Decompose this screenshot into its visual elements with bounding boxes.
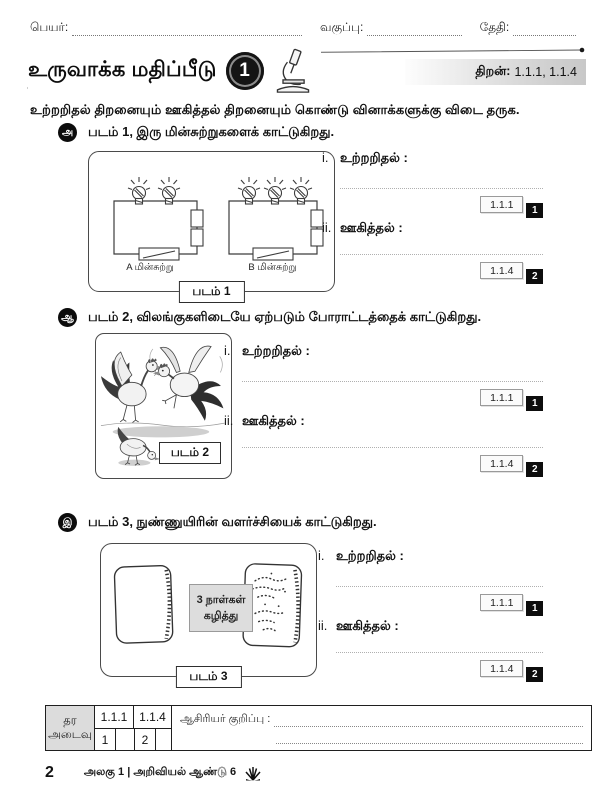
badge-mark: 2 xyxy=(526,667,543,682)
publisher-logo-icon xyxy=(244,766,262,781)
answer-line-q3-i[interactable] xyxy=(336,586,543,587)
skill-badge-1.1.4 xyxy=(480,660,543,682)
score-entry-2[interactable] xyxy=(156,729,171,750)
name-label: பெயர்: xyxy=(30,20,69,34)
skill-badge-1.1.1 xyxy=(480,389,543,411)
assessment-number-badge: 1 xyxy=(226,52,264,90)
page-footer xyxy=(45,764,262,782)
skill-values: 1.1.1, 1.1.4 xyxy=(514,65,577,79)
question-2-text: படம் 2, விலங்குகளிடையே ஏற்படும் போராட்டத்தைக் காட்டுகிறது. xyxy=(88,309,482,324)
score-col-1.1.1: 1.1.1 xyxy=(95,706,134,728)
question-1-marker: அ xyxy=(58,123,77,142)
roman-ii: ii. xyxy=(318,618,328,633)
figure-bread-mold xyxy=(100,543,317,683)
badge-mark: 2 xyxy=(526,462,543,477)
figure-3-label: படம் 3 xyxy=(175,666,241,688)
teacher-notes-label: ஆசிரியர் குறிப்பு : xyxy=(180,713,271,725)
elapsed-days-line1: 3 நாள்கள் xyxy=(196,593,246,606)
page-number: 2 xyxy=(45,764,54,781)
microscope-icon xyxy=(273,48,313,94)
badge-mark: 1 xyxy=(526,203,543,218)
figure-circuit-diagram xyxy=(88,151,335,298)
class-label: வகுப்பு: xyxy=(320,20,364,34)
answer-line-q2-ii[interactable] xyxy=(242,447,543,448)
skill-badge-1.1.4 xyxy=(480,455,543,477)
answer-line-q1-ii[interactable] xyxy=(340,254,543,255)
answer-line-q3-ii[interactable] xyxy=(336,652,543,653)
answer-line-q1-i[interactable] xyxy=(340,188,543,189)
class-fill-line[interactable] xyxy=(367,21,461,36)
name-fill-line[interactable] xyxy=(72,21,302,36)
instruction-text: உற்றறிதல் திறனையும் ஊகித்தல் திறனையும் கொண்டு வினாக்களுக்கு விடை தருக. xyxy=(30,102,520,117)
score-entry-1[interactable] xyxy=(116,729,135,750)
circuit-b-caption: B மின்சுற்று xyxy=(248,262,297,273)
badge-code: 1.1.1 xyxy=(480,389,523,406)
date-label: தேதி: xyxy=(479,20,510,34)
observe-label: உற்றறிதல் : xyxy=(336,548,404,563)
badge-code: 1.1.1 xyxy=(480,594,523,611)
answer-line-q2-i[interactable] xyxy=(242,381,543,382)
question-3-marker: இ xyxy=(58,513,77,532)
observe-label: உற்றறிதல் : xyxy=(242,343,310,358)
badge-code: 1.1.4 xyxy=(480,660,523,677)
unit-text: அலகு 1 | அறிவியல் ஆண்டு 6 xyxy=(83,766,237,778)
question-3-answers xyxy=(318,548,543,680)
roman-i: i. xyxy=(322,150,329,165)
score-mark-2: 2 xyxy=(135,729,156,750)
badge-code: 1.1.1 xyxy=(480,196,523,213)
skill-badge-1.1.4 xyxy=(480,262,543,284)
score-table xyxy=(45,705,592,751)
elapsed-days-line2: கழித்து xyxy=(203,610,239,622)
circuit-drawing xyxy=(89,156,332,266)
elapsed-days-box xyxy=(189,584,253,632)
badge-code: 1.1.4 xyxy=(480,455,523,472)
question-3-text: படம் 3, நுண்ணுயிரின் வளர்ச்சியைக் காட்டுகிறது. xyxy=(88,514,377,529)
question-1 xyxy=(58,124,580,142)
infer-label: ஊகித்தல் : xyxy=(336,618,399,633)
score-label-line1: தர xyxy=(63,714,77,727)
question-2 xyxy=(58,309,580,327)
roman-i: i. xyxy=(224,343,231,358)
roman-ii: ii. xyxy=(322,220,332,235)
badge-mark: 1 xyxy=(526,396,543,411)
roman-i: i. xyxy=(318,548,325,563)
date-fill-line[interactable] xyxy=(513,21,576,36)
figure-1-label: படம் 1 xyxy=(178,281,244,303)
score-grid xyxy=(95,706,172,750)
title-banner xyxy=(28,48,321,94)
score-mark-1: 1 xyxy=(95,729,116,750)
badge-code: 1.1.4 xyxy=(480,262,523,279)
skill-badge-1.1.1 xyxy=(480,196,543,218)
roman-ii: ii. xyxy=(224,413,234,428)
header-fields xyxy=(30,20,576,36)
figure-rooster-fight xyxy=(95,333,232,479)
badge-mark: 1 xyxy=(526,601,543,616)
infer-label: ஊகித்தல் : xyxy=(340,220,403,235)
page-title: உருவாக்க மதிப்பீடு xyxy=(28,58,217,81)
skill-box xyxy=(405,59,586,85)
observe-label: உற்றறிதல் : xyxy=(340,150,408,165)
teacher-notes-line-1[interactable] xyxy=(274,714,583,727)
figure-2-label: படம் 2 xyxy=(159,442,221,464)
score-label-line2: அடைவு xyxy=(48,729,92,741)
teacher-notes-line-2[interactable] xyxy=(276,731,583,744)
question-2-answers xyxy=(224,343,543,475)
score-col-1.1.4: 1.1.4 xyxy=(139,710,166,724)
question-2-marker: ஆ xyxy=(58,308,77,327)
badge-mark: 2 xyxy=(526,269,543,284)
skill-badge-1.1.1 xyxy=(480,594,543,616)
score-table-label xyxy=(46,706,95,750)
question-1-text: படம் 1, இரு மின்சுற்றுகளைக் காட்டுகிறது. xyxy=(88,124,335,139)
circuit-a-caption: A மின்சுற்று xyxy=(126,262,174,273)
skill-label: திறன்: xyxy=(475,64,511,78)
question-1-answers xyxy=(322,150,543,282)
teacher-notes xyxy=(172,706,591,750)
infer-label: ஊகித்தல் : xyxy=(242,413,305,428)
question-3 xyxy=(58,514,580,532)
